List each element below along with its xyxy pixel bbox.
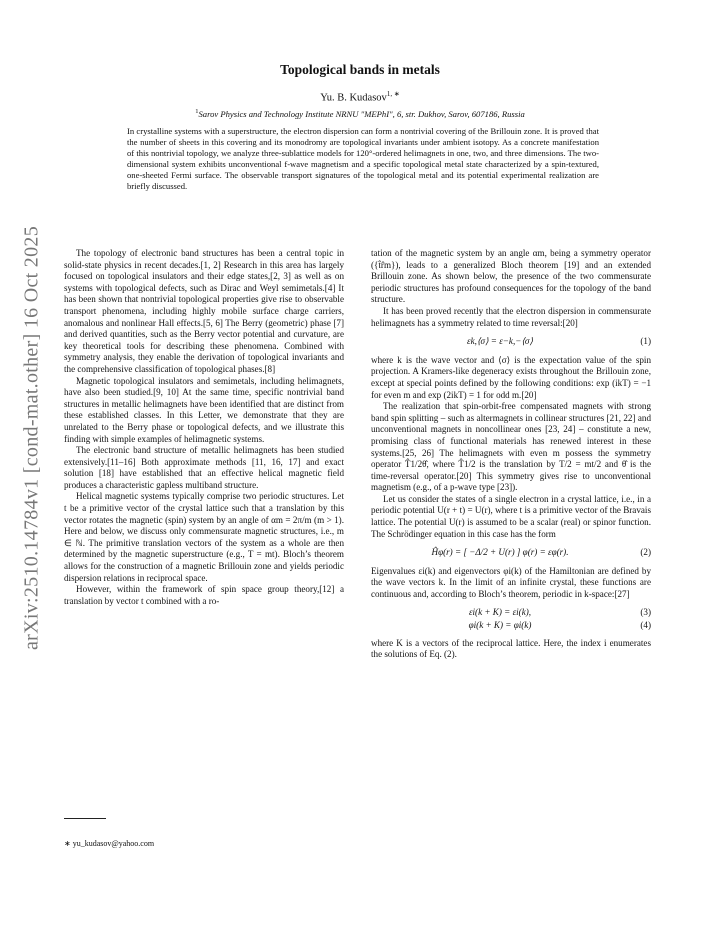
equation-1 xyxy=(371,336,651,348)
equation-body: εk,⟨σ⟩ = ε−k,−⟨σ⟩ xyxy=(467,336,533,347)
arxiv-side-label: arXiv:2510.14784v1 [cond-mat.other] 16 Oct 2025 xyxy=(20,225,43,650)
paragraph: The electronic band structure of metallic helimagnets has been studied extensively.[11–16] Both approximate methods [11, 16, 17] and exact solution [18] have established that an effective helical magnetic field produces a characteristic gapless multiband structure. xyxy=(64,445,344,490)
equation-body: Ĥφ(r) = [ −Δ/2 + U(r) ] φ(r) = εφ(r). xyxy=(431,547,569,558)
equation-2 xyxy=(371,547,651,559)
right-column xyxy=(371,248,651,661)
paragraph: Helical magnetic systems typically comprise two periodic structures. Let t be a primitive vector of the crystal lattice such that a translation by this vector rotates the magnetic (spin) system by an angle of αm = 2π/m (m > 1). Here and below, we discuss only commensurate magnetic structures, i.e., m ∈ ℕ. The primitive translation vectors of the system as a whole are then determined by the magnetic superstructure (e.g., T = mt). Bloch’s theorem allows for the construction of a magnetic Brillouin zone and yields periodic dispersion relations in reciprocal space. xyxy=(64,491,344,583)
paragraph: tation of the magnetic system by an angle αm, being a symmetry operator ({t̂r̂m}), leads to a generalized Bloch theorem [19] and an extended Brillouin zone. As shown below, the presence of the two commensurate periodic structures has profound consequences for the topology of the band structure. xyxy=(371,248,651,305)
abstract: In crystalline systems with a superstructure, the electron dispersion can form a nontrivial covering of the Brillouin zone. It is proved that the number of sheets in this covering and its monodromy are topological invariants under ambient isotopy. As a concrete manifestation of this nontrivial topology, we analyze three-sublattice models for 120°-ordered helimagnets in one, two, and three dimensions. The two-dimensional system exhibits unconventional f-wave magnetism and a specific topological metal state characterized by a spin-textured, one-sheeted Fermi surface. The observable transport signatures of the topological metal and its potential experimental realization are briefly discussed. xyxy=(127,126,599,191)
equation-3 xyxy=(371,607,651,619)
paragraph: where k is the wave vector and ⟨σ⟩ is the expectation value of the spin projection. A Kramers-like degeneracy exists throughout the Brillouin zone, except at special points defined by the following conditions: exp (ikT) = −1 for even m and exp (2ikT) = 1 for odd m.[20] xyxy=(371,354,651,400)
affiliation xyxy=(0,108,720,119)
equation-number: (4) xyxy=(640,620,651,631)
equation-number: (3) xyxy=(640,606,651,617)
paragraph: where K is a vectors of the reciprocal lattice. Here, the index i enumerates the solutions of Eq. (2). xyxy=(371,637,651,660)
author-name: Yu. B. Kudasov xyxy=(320,92,387,104)
paragraph: Magnetic topological insulators and semimetals, including helimagnets, have also been studied.[9, 10] At the same time, specific nontrivial band structures in metallic helimagnets have been identified that are distinct from these established classes. In this Letter, we demonstrate that they are unrelated to the Berry phase or topological defects, and we illustrate this finding with simple examples of helimagnetic systems. xyxy=(64,375,344,444)
paragraph: Eigenvalues εi(k) and eigenvectors φi(k) of the Hamiltonian are defined by the wave vectors k. In the limit of an infinite crystal, these functions are continuous and, according to Bloch’s theorem, periodic in k-space:[27] xyxy=(371,565,651,600)
footnote-rule xyxy=(64,818,106,819)
paragraph: It has been proved recently that the electron dispersion in commensurate helimagnets has a symmetry related to time reversal:[20] xyxy=(371,305,651,328)
paragraph: The topology of electronic band structures has been a central topic in solid-state physics in recent decades.[1, 2] Research in this area has largely focused on topological insulators and their edge states,[2, 3] as well as on systems with topological defects, such as Dirac and Weyl semimetals.[4] It has been shown that nontrivial topological properties give rise to observable transport phenomena, including highly mobile surface charge carriers, anomalous and nonlinear Hall effects.[5, 6] The Berry (geometric) phase [7] and derived quantities, such as the Berry vector potential and curvature, are key theoretical tools for describing these phenomena. Combined with symmetry analysis, they enable the derivation of topological invariants and the comprehensive classification of topological phases.[8] xyxy=(64,248,344,374)
affiliation-text: Sarov Physics and Technology Institute NRNU "MEPhI", 6, str. Dukhov, Sarov, 607186, Russia xyxy=(198,108,525,119)
paragraph: Let us consider the states of a single electron in a crystal lattice, i.e., in a periodic potential U(r + t) = U(r), where t is a primitive vector of the Bravais lattice. The potential U(r) is assumed to be a scalar (real) or spinor function. The Schrödinger equation in this case has the form xyxy=(371,493,651,539)
equation-number: (2) xyxy=(640,547,651,558)
paragraph: The realization that spin-orbit-free compensated magnets with strong band spin splitting – such as altermagnets in collinear structures [21, 22] and unconventional magnets in noncollinear ones [23, 24] – constitute a new, promising class of functional materials has renewed interest in these systems.[25, 26] The helimagnets with even m possess the symmetry operator T̂1/2θ̂, where T̂1/2 is the translation by T/2 = mt/2 and θ̂ is the time-reversal operator.[20] This symmetry gives rise to unconventional magnetism (e.g., of a p-wave type [23]). xyxy=(371,401,651,493)
equation-group xyxy=(371,607,651,632)
equation-number: (1) xyxy=(640,336,651,347)
author-mark: 1, ∗ xyxy=(386,90,400,98)
footnote: ∗ yu_kudasov@yahoo.com xyxy=(64,839,155,848)
equation-body: εi(k + K) = εi(k), xyxy=(468,606,532,617)
affiliation-mark: 1 xyxy=(195,108,199,115)
equation-4 xyxy=(371,620,651,632)
paragraph: However, within the framework of spin space group theory,[12] a translation by vector t combined with a ro- xyxy=(64,584,344,606)
author-line xyxy=(0,90,720,104)
paper-title: Topological bands in metals xyxy=(280,62,440,77)
equation-body: φi(k + K) = φi(k) xyxy=(468,620,532,631)
left-column xyxy=(64,248,344,607)
